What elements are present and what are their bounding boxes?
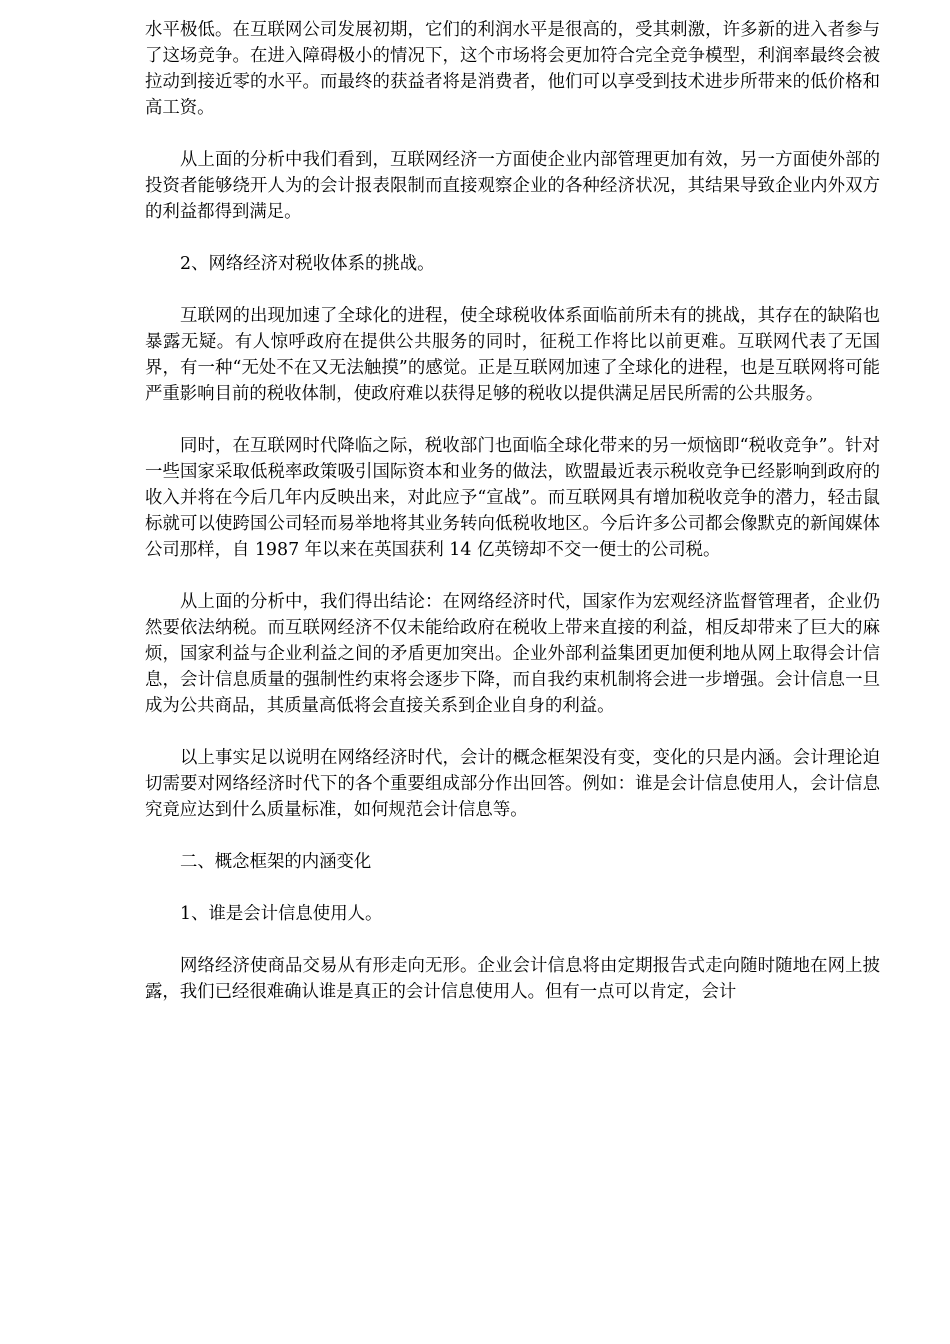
section-heading-tax-challenge: 2、网络经济对税收体系的挑战。	[180, 254, 435, 274]
section-heading-info-users: 1、谁是会计信息使用人。	[180, 904, 383, 924]
paragraph-globalization-tax: 互联网的出现加速了全球化的进程，使全球税收体系面临前所未有的挑战，其存在的缺陷也暴露无疑。有人惊呼政府在提供公共服务的同时，征税工作将比以前更难。互联网代表了无国界，有一种“无处不在又无法触摸”的感觉。正是互联网加速了全球化的进程，也是互联网将可能严重影响目前的税收体制，使政府难以获得足够的税收以提供满足居民所需的公共服务。	[145, 306, 880, 404]
document-body	[145, 17, 880, 1031]
section-heading-framework-change: 二、概念框架的内涵变化	[180, 852, 372, 872]
paragraph-tax-competition: 同时，在互联网时代降临之际，税收部门也面临全球化带来的另一烦恼即“税收竞争”。针对一些国家采取低税率政策吸引国际资本和业务的做法，欧盟最近表示税收竞争已经影响到政府的收入并将在今后几年内反映出来，对此应予“宣战”。而互联网具有增加税收竞争的潜力，轻击鼠标就可以使跨国公司轻而易举地将其业务转向低税收地区。今后许多公司都会像默克的新闻媒体公司那样，自 1987 年以来在英国获利 14 亿英镑却不交一便士的公司税。	[145, 436, 880, 560]
paragraph-continuation: 水平极低。在互联网公司发展初期，它们的利润水平是很高的，受其刺激，许多新的进入者参与了这场竞争。在进入障碍极小的情况下，这个市场将会更加符合完全竞争模型，利润率最终会被拉动到接近零的水平。而最终的获益者将是消费者，他们可以享受到技术进步所带来的低价格和高工资。	[145, 20, 880, 118]
paragraph-network-economy: 网络经济使商品交易从有形走向无形。企业会计信息将由定期报告式走向随时随地在网上披露，我们已经很难确认谁是真正的会计信息使用人。但有一点可以肯定，会计	[145, 956, 880, 1002]
paragraph-analysis-summary: 从上面的分析中我们看到，互联网经济一方面使企业内部管理更加有效，另一方面使外部的投资者能够绕开人为的会计报表限制而直接观察企业的各种经济状况，其结果导致企业内外双方的利益都得到满足。	[145, 150, 880, 222]
paragraph-conclusion: 从上面的分析中，我们得出结论：在网络经济时代，国家作为宏观经济监督管理者，企业仍然要依法纳税。而互联网经济不仅未能给政府在税收上带来直接的利益，相反却带来了巨大的麻烦，国家利益与企业利益之间的矛盾更加突出。企业外部利益集团更加便利地从网上取得会计信息，会计信息质量的强制性约束将会逐步下降，而自我约束机制将会进一步增强。会计信息一旦成为公共商品，其质量高低将会直接关系到企业自身的利益。	[145, 592, 880, 716]
paragraph-framework-unchanged: 以上事实足以说明在网络经济时代，会计的概念框架没有变，变化的只是内涵。会计理论迫切需要对网络经济时代下的各个重要组成部分作出回答。例如：谁是会计信息使用人，会计信息究竟应达到什么质量标准，如何规范会计信息等。	[145, 748, 880, 820]
